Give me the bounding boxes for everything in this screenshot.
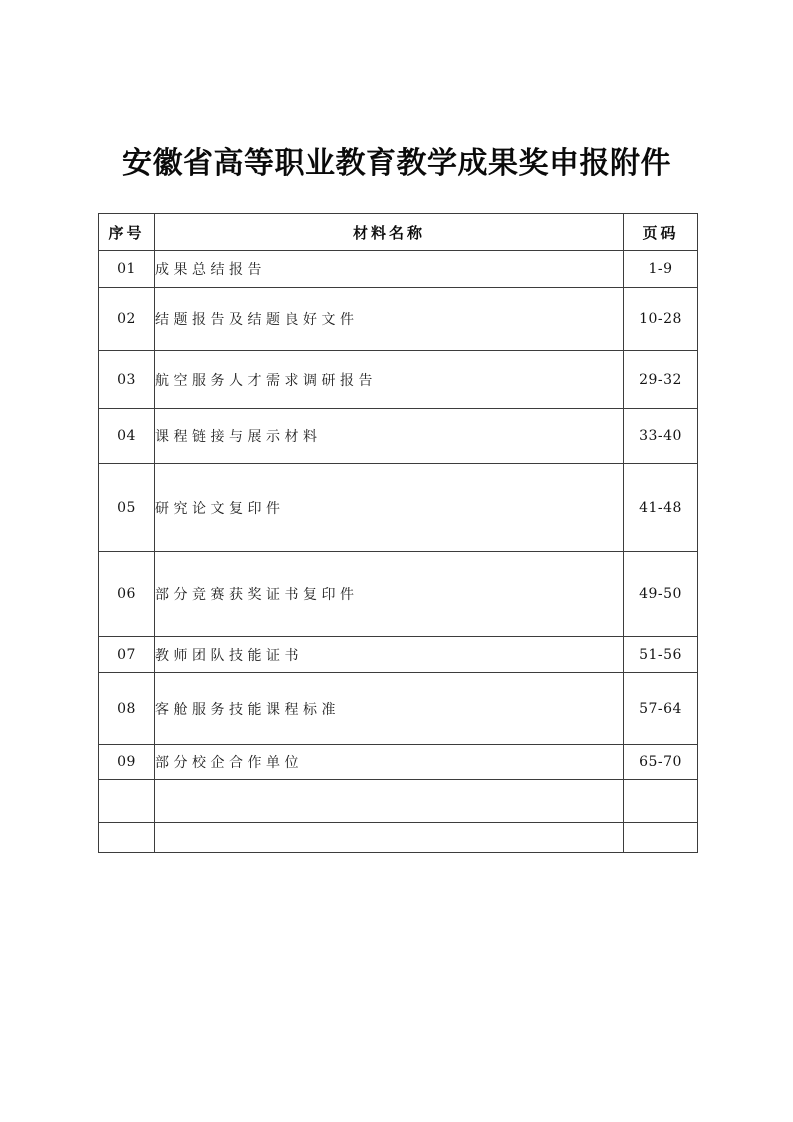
table-row xyxy=(99,552,698,637)
row-index: 05 xyxy=(99,464,155,552)
table-row-empty xyxy=(99,780,698,823)
table-row xyxy=(99,409,698,464)
row-index: 06 xyxy=(99,552,155,637)
row-index: 02 xyxy=(99,288,155,351)
page-title: 安徽省高等职业教育教学成果奖申报附件 xyxy=(122,146,671,181)
row-index: 07 xyxy=(99,637,155,673)
page-range: 10-28 xyxy=(624,288,698,351)
row-index: 08 xyxy=(99,673,155,745)
col-header-index: 序号 xyxy=(99,214,155,251)
row-index: 04 xyxy=(99,409,155,464)
material-name: 客舱服务技能课程标准 xyxy=(155,673,624,745)
table-row xyxy=(99,351,698,409)
material-name: 课程链接与展示材料 xyxy=(155,409,624,464)
table-row xyxy=(99,288,698,351)
page-range: 41-48 xyxy=(624,464,698,552)
row-index: 09 xyxy=(99,745,155,780)
col-header-material-name: 材料名称 xyxy=(155,214,624,251)
row-index: 03 xyxy=(99,351,155,409)
material-name: 成果总结报告 xyxy=(155,251,624,288)
page-range xyxy=(624,823,698,853)
table-header-row xyxy=(99,214,698,251)
material-name: 部分校企合作单位 xyxy=(155,745,624,780)
table-row xyxy=(99,745,698,780)
material-name: 研究论文复印件 xyxy=(155,464,624,552)
page-range: 51-56 xyxy=(624,637,698,673)
material-name xyxy=(155,823,624,853)
material-name: 结题报告及结题良好文件 xyxy=(155,288,624,351)
page-range: 33-40 xyxy=(624,409,698,464)
page-range: 57-64 xyxy=(624,673,698,745)
col-header-page-number: 页码 xyxy=(624,214,698,251)
row-index xyxy=(99,780,155,823)
page-range: 49-50 xyxy=(624,552,698,637)
material-name xyxy=(155,780,624,823)
table-row xyxy=(99,637,698,673)
table-row xyxy=(99,673,698,745)
table-row xyxy=(99,464,698,552)
page-range xyxy=(624,780,698,823)
material-name: 航空服务人才需求调研报告 xyxy=(155,351,624,409)
material-name: 教师团队技能证书 xyxy=(155,637,624,673)
table-row xyxy=(99,251,698,288)
row-index xyxy=(99,823,155,853)
table-row-empty xyxy=(99,823,698,853)
page-range: 65-70 xyxy=(624,745,698,780)
page-range: 29-32 xyxy=(624,351,698,409)
page-range: 1-9 xyxy=(624,251,698,288)
material-name: 部分竞赛获奖证书复印件 xyxy=(155,552,624,637)
attachments-table xyxy=(98,213,698,853)
row-index: 01 xyxy=(99,251,155,288)
